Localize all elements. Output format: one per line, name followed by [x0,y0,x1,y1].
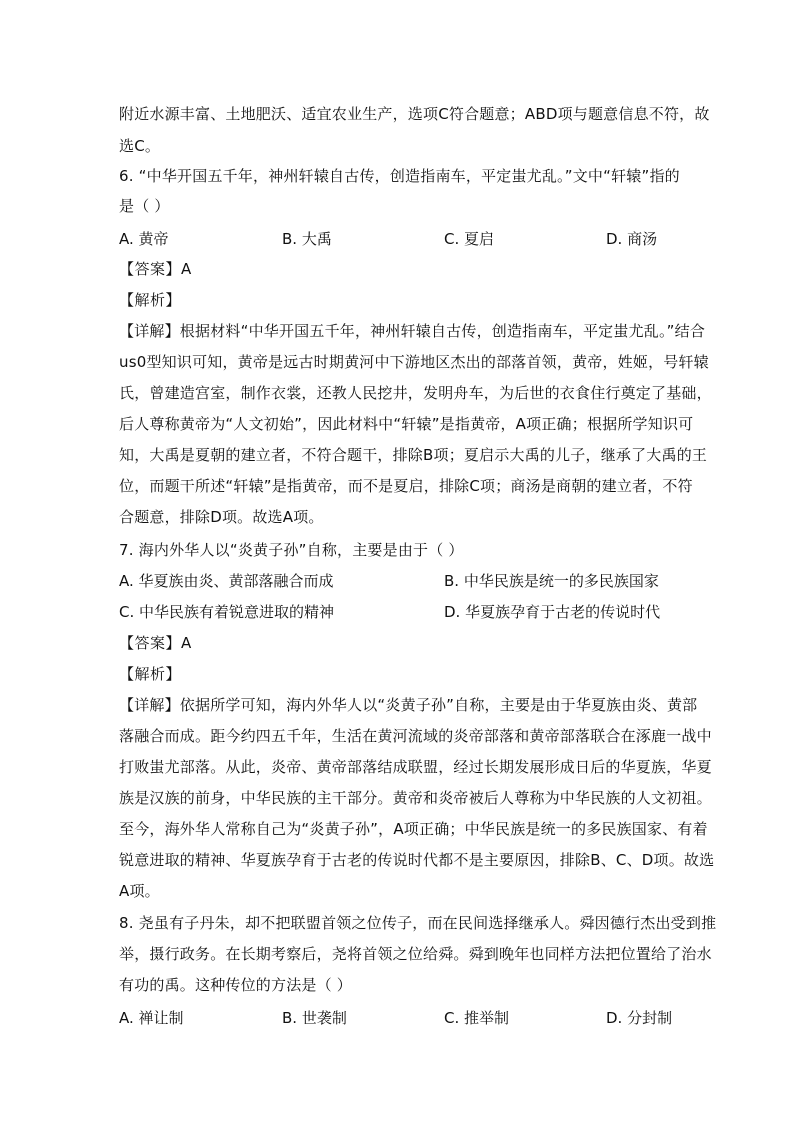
q7-stem-line: 7. 海内外华人以“炎黄子孙”自称，主要是由于（ ） [119,541,464,559]
q6-detail-line: 位，而题干所述“轩辕”是指黄帝，而不是夏启，排除C项；商汤是商朝的建立者，不符 [119,477,693,495]
q6-detail-line: 【详解】根据材料“中华开国五千年，神州轩辕自古传，创造指南车，平定蚩尤乱。”结合 [119,322,706,340]
q5-analysis-line: 选C。 [119,137,161,155]
q5-analysis-line: 附近水源丰富、土地肥沃、适宜农业生产，选项C符合题意；ABD项与题意信息不符，故 [119,105,710,123]
q6-analysis-label: 【解析】 [119,291,182,309]
q7-detail-line: 落融合而成。距今约四五千年，生活在黄河流域的炎帝部落和黄帝部落联合在涿鹿一战中 [119,727,712,745]
q6-stem-line: 是（ ） [119,197,170,215]
q6-detail-line: 氏，曾建造宫室，制作衣裳，还教人民挖井，发明舟车，为后世的衣食住行奠定了基础， [119,384,712,402]
q6-option-a: A. 黄帝 [119,230,169,248]
q7-option-a: A. 华夏族由炎、黄部落融合而成 [119,572,334,590]
q7-answer: 【答案】A [119,634,192,652]
q8-option-b: B. 世袭制 [282,1009,347,1027]
q6-option-b: B. 大禹 [282,230,332,248]
q6-detail-line: 后人尊称黄帝为“人文初始”，因此材料中“轩辕”是指黄帝，A项正确；根据所学知识可 [119,415,694,433]
q7-option-c: C. 中华民族有着锐意进取的精神 [119,603,335,621]
q8-option-a: A. 禅让制 [119,1009,184,1027]
q7-option-b: B. 中华民族是统一的多民族国家 [444,572,659,590]
q7-option-d: D. 华夏族孕育于古老的传说时代 [444,603,661,621]
q6-detail-line: us0型知识可知，黄帝是远古时期黄河中下游地区杰出的部落首领，黄帝，姓姬，号轩辕 [119,353,709,371]
q6-option-c: C. 夏启 [444,230,495,248]
q7-analysis-label: 【解析】 [119,665,182,683]
q6-option-d: D. 商汤 [606,230,658,248]
q7-detail-line: 【详解】依据所学可知，海内外华人以“炎黄子孙”自称，主要是由于华夏族由炎、黄部 [119,696,698,714]
q8-option-c: C. 推举制 [444,1009,510,1027]
q7-detail-line: 族是汉族的前身，中华民族的主干部分。黄帝和炎帝被后人尊称为中华民族的人文初祖。 [119,789,712,807]
q7-detail-line: 至今，海外华人常称自己为“炎黄子孙”，A项正确；中华民族是统一的多民族国家、有着 [119,820,708,838]
q8-stem-line: 有功的禹。这种传位的方法是（ ） [119,976,352,994]
q7-detail-line: 锐意进取的精神、华夏族孕育于古老的传说时代都不是主要原因，排除B、C、D项。故选 [119,851,715,869]
q7-detail-line: A项。 [119,882,160,900]
q8-stem-line: 8. 尧虽有子丹朱，却不把联盟首领之位传子，而在民间选择继承人。舜因德行杰出受到推 [119,914,717,932]
q6-answer: 【答案】A [119,260,192,278]
q8-stem-line: 举，摄行政务。在长期考察后，尧将首领之位给舜。舜到晚年也同样方法把位置给了治水 [119,945,712,963]
q8-option-d: D. 分封制 [606,1009,673,1027]
q6-stem-line: 6. “中华开国五千年，神州轩辕自古传，创造指南车，平定蚩尤乱。”文中“轩辕”指的 [119,167,680,185]
q6-detail-line: 知，大禹是夏朝的建立者，不符合题干，排除B项；夏启示大禹的儿子，继承了大禹的王 [119,446,708,464]
q7-detail-line: 打败蚩尤部落。从此，炎帝、黄帝部落结成联盟，经过长期发展形成日后的华夏族，华夏 [119,758,712,776]
q6-detail-line: 合题意，排除D项。故选A项。 [119,508,324,526]
